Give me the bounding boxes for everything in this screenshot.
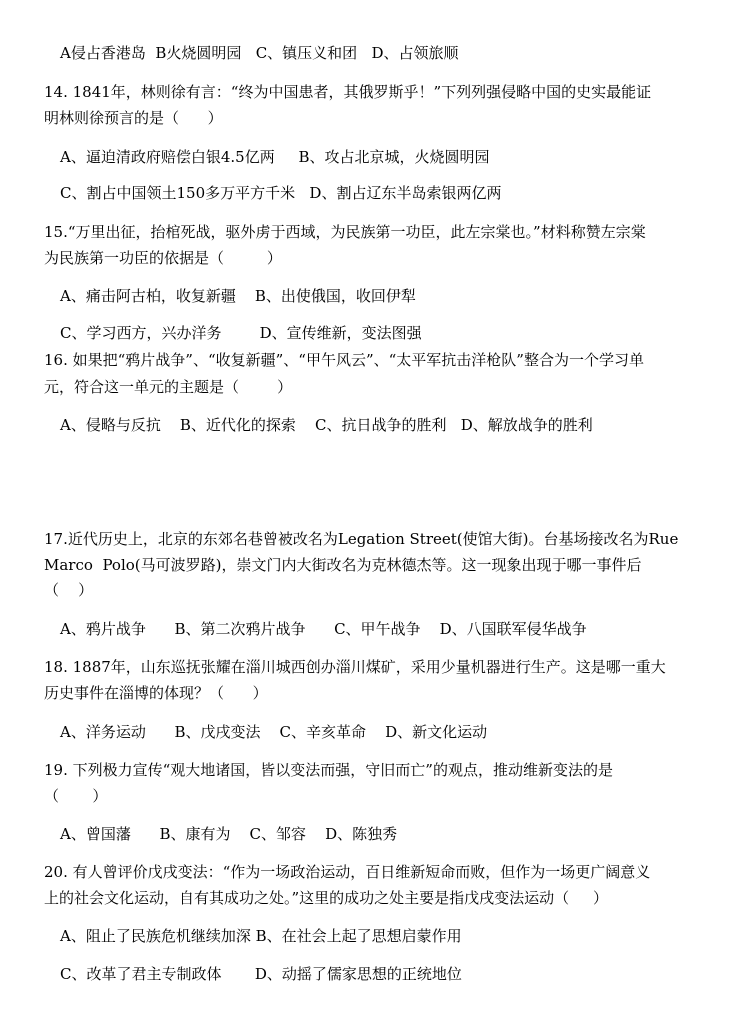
q18-options: A、洋务运动 B、戊戌变法 C、辛亥革命 D、新文化运动 (60, 723, 488, 741)
q15-options-cd: C、学习西方，兴办洋务 D、宣传维新，变法图强 (60, 324, 422, 342)
q16-stem-line1: 16. 如果把“鸦片战争”、“收复新疆”、“甲午风云”、“太平军抗击洋枪队”整合为一个学习单 (44, 351, 644, 369)
q15-stem-line2: 为民族第一功臣的依据是（ ） (44, 249, 282, 267)
q14-options-ab: A、逼迫清政府赔偿白银4.5亿两 B、攻占北京城，火烧圆明园 (60, 148, 490, 166)
q20-options-ab: A、阻止了民族危机继续加深 B、在社会上起了思想启蒙作用 (60, 927, 462, 945)
q19-options: A、曾国藩 B、康有为 C、邹容 D、陈独秀 (60, 825, 398, 843)
q17-stem-line3: （ ） (44, 581, 94, 599)
q14-options-cd: C、割占中国领土150多万平方千米 D、割占辽东半岛索银两亿两 (60, 184, 502, 202)
q17-stem-line1: 17.近代历史上，北京的东郊名巷曾被改名为Legation Street(使馆大街)。台基场接改名为Rue (44, 530, 679, 548)
q16-options: A、侵略与反抗 B、近代化的探索 C、抗日战争的胜利 D、解放战争的胜利 (60, 416, 593, 434)
q20-stem-line2: 上的社会文化运动，自有其成功之处。”这里的成功之处主要是指戊戌变法运动（ ） (44, 889, 609, 907)
q15-options-ab: A、痛击阿古柏，收复新疆 B、出使俄国，收回伊犁 (60, 287, 416, 305)
q20-stem-line1: 20. 有人曾评价戊戌变法：“作为一场政治运动，百日维新短命而败，但作为一场更广阔意义 (44, 863, 651, 881)
q13-options: A侵占香港岛 B火烧圆明园 C、镇压义和团 D、占领旅顺 (60, 44, 459, 62)
q20-options-cd: C、改革了君主专制政体 D、动摇了儒家思想的正统地位 (60, 965, 462, 983)
q14-stem-line1: 14. 1841年，林则徐有言：“终为中国患者，其俄罗斯乎！”下列列强侵略中国的史实最能证 (44, 83, 652, 101)
q19-stem-line2: （ ） (44, 787, 108, 805)
q18-stem-line2: 历史事件在淄博的体现？（ ） (44, 684, 268, 702)
q19-stem-line1: 19. 下列极力宣传“观大地诸国，皆以变法而强，守旧而亡”的观点，推动维新变法的是 (44, 761, 613, 779)
q18-stem-line1: 18. 1887年，山东巡抚张耀在淄川城西创办淄川煤矿，采用少量机器进行生产。这是哪一重大 (44, 658, 666, 676)
q15-stem-line1: 15.“万里出征，抬棺死战，驱外虏于西域，为民族第一功臣，此左宗棠也。”材料称赞左宗棠 (44, 223, 646, 241)
q16-stem-line2: 元，符合这一单元的主题是（ ） (44, 378, 293, 396)
q14-stem-line2: 明林则徐预言的是（ ） (44, 109, 223, 127)
q17-options: A、鸦片战争 B、第二次鸦片战争 C、甲午战争 D、八国联军侵华战争 (60, 620, 587, 638)
q17-stem-line2: Marco Polo(马可波罗路)，崇文门内大街改名为克林德杰等。这一现象出现于哪一事件后 (44, 556, 642, 574)
